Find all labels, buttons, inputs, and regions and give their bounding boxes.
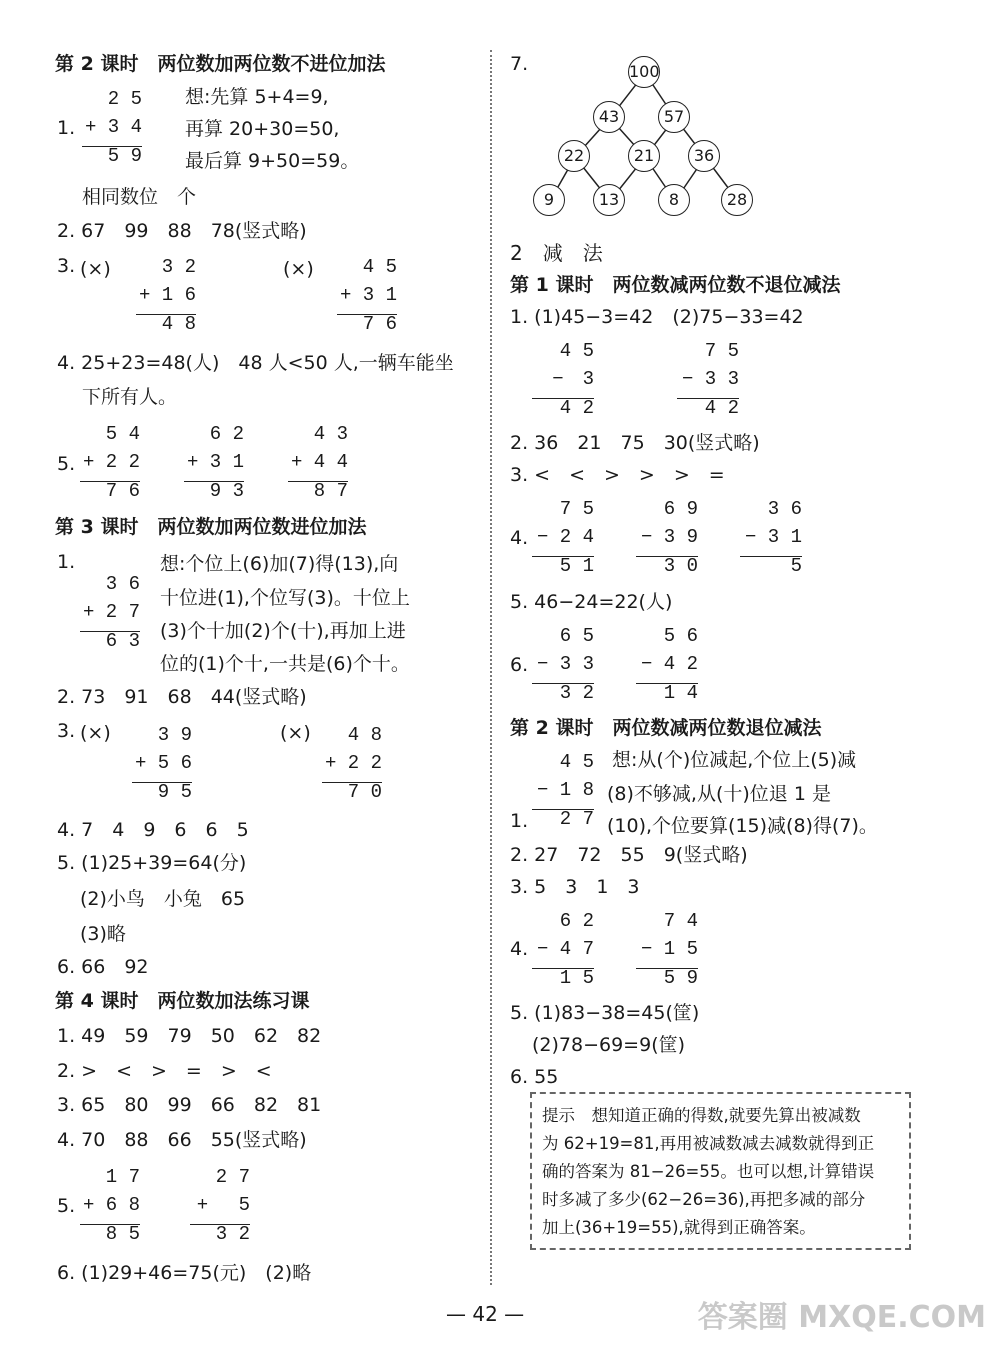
q5-label: 5. (57, 1195, 76, 1217)
think-line: 想:从(个)位减起,个位上(5)减 (612, 749, 857, 771)
answer-line: (3)略 (80, 923, 126, 945)
wrong-mark: (×) (80, 258, 111, 280)
unit-heading: 2 减 法 (510, 241, 603, 265)
answer-line: 1. (1)45−3=42 (2)75−33=42 (510, 306, 804, 328)
vertical-calc: 2 7 + 5 3 2 (190, 1168, 250, 1253)
vertical-calc: 4 5 − 3 4 2 (532, 342, 594, 427)
hint-box (530, 1092, 911, 1250)
hint-line: 时多减了多少(62−26=36),再把多减的部分 (542, 1190, 866, 1209)
q3-label: 3. (57, 720, 76, 742)
hint-line: 为 62+19=81,再用被减数减去减数就得到正 (542, 1134, 875, 1153)
vertical-calc: 7 5 − 3 3 4 2 (677, 342, 739, 427)
answer-line: 5. 46−24=22(人) (510, 591, 673, 613)
pyramid-node: 100 (628, 56, 660, 88)
vertical-calc: 6 9 − 3 9 3 0 (636, 500, 698, 585)
answer-line: 下所有人。 (82, 386, 178, 408)
number-pyramid-lines (0, 0, 1000, 240)
q4-label: 4. (510, 527, 529, 549)
vertical-calc: 4 8 + 2 2 7 0 (322, 726, 382, 811)
think-line: 十位进(1),个位写(3)。十位上 (160, 587, 410, 609)
vertical-calc: 5 6 − 4 2 1 4 (636, 627, 698, 712)
vertical-calc: 3 9 + 5 6 9 5 (132, 726, 192, 811)
pyramid-node: 57 (658, 101, 690, 133)
answer-line: 2. 73 91 68 44(竖式略) (57, 686, 307, 708)
vertical-calc: 6 5 − 3 3 3 2 (532, 627, 594, 712)
vertical-calc: 3 2 + 1 6 4 8 (136, 258, 196, 343)
vertical-calc: 6 2 − 4 7 1 5 (532, 912, 594, 997)
lesson2-heading: 第 2 课时 两位数加两位数不进位加法 (55, 53, 386, 75)
think-line: (10),个位要算(15)减(8)得(7)。 (607, 815, 878, 837)
think-line: (3)个十加(2)个(十),再加上进 (160, 620, 406, 642)
wrong-mark: (×) (280, 722, 311, 744)
answer-line: 4. 25+23=48(人) 48 人<50 人,一辆车能坐 (57, 352, 454, 374)
pyramid-node: 22 (558, 140, 590, 172)
think-line: 想:个位上(6)加(7)得(13),向 (160, 553, 399, 575)
answer-line: 3. 5 3 1 3 (510, 876, 640, 898)
lesson4-heading: 第 4 课时 两位数加法练习课 (55, 990, 310, 1012)
vertical-calc: 5 4 + 2 2 7 6 (80, 425, 140, 510)
answer-line: 2. 67 99 88 78(竖式略) (57, 220, 307, 242)
vertical-calc: 7 5 − 2 4 5 1 (532, 500, 594, 585)
hint-line: 确的答案为 81−26=55。也可以想,计算错误 (542, 1162, 875, 1181)
pyramid-node: 36 (688, 140, 720, 172)
pyramid-node: 43 (593, 101, 625, 133)
answer-line: (2)小鸟 小兔 65 (80, 888, 246, 910)
answer-line: 4. 70 88 66 55(竖式略) (57, 1129, 307, 1151)
vertical-calc: 2 5 + 3 4 5 9 (82, 90, 142, 175)
vertical-calc: 6 2 + 3 1 9 3 (184, 425, 244, 510)
answer-line: 5. (1)83−38=45(筐) (510, 1002, 700, 1024)
answer-line: 1. 49 59 79 50 62 82 (57, 1025, 322, 1047)
q5-label: 5. (57, 453, 76, 475)
answer-line: 6. 66 92 (57, 956, 149, 978)
wrong-mark: (×) (80, 722, 111, 744)
q1-label: 1. (510, 810, 529, 832)
answer-line: 5. (1)25+39=64(分) (57, 852, 247, 874)
pyramid-node: 21 (628, 140, 660, 172)
q4-label: 4. (510, 938, 529, 960)
lesson3-heading: 第 3 课时 两位数加两位数进位加法 (55, 516, 367, 538)
answer-line: 3. < < > > > = (510, 464, 725, 486)
wrong-mark: (×) (283, 258, 314, 280)
vertical-calc: 7 4 − 1 5 5 9 (636, 912, 698, 997)
answer-line: 2. > < > = > < (57, 1060, 272, 1082)
page-number: — 42 — (446, 1302, 525, 1326)
vertical-calc: 4 5 + 3 1 7 6 (337, 258, 397, 343)
q3-label: 3. (57, 255, 76, 277)
vertical-calc: 3 6 − 3 1 5 (740, 500, 802, 585)
think-line: 想:先算 5+4=9, (185, 86, 329, 108)
pyramid-node: 28 (721, 184, 753, 216)
answer-line: 2. 27 72 55 9(竖式略) (510, 844, 748, 866)
answer-line: 6. 55 (510, 1066, 559, 1088)
think-line: 再算 20+30=50, (185, 118, 340, 140)
answer-line: (2)78−69=9(筐) (532, 1034, 686, 1056)
think-line: (8)不够减,从(十)位退 1 是 (607, 783, 831, 805)
pyramid-node: 13 (593, 184, 625, 216)
vertical-calc: 3 6 + 2 7 6 3 (80, 575, 140, 660)
q7-label: 7. (510, 53, 529, 75)
r-lesson2-heading: 第 2 课时 两位数减两位数退位减法 (510, 717, 822, 739)
hint-line: 加上(36+19=55),就得到正确答案。 (542, 1218, 816, 1237)
vertical-calc: 4 3 + 4 4 8 7 (288, 425, 348, 510)
answer-line: 6. (1)29+46=75(元) (2)略 (57, 1262, 312, 1284)
think-line: 最后算 9+50=59。 (185, 150, 360, 172)
r-lesson1-heading: 第 1 课时 两位数减两位数不退位减法 (510, 274, 841, 296)
q1-label: 1. (57, 551, 76, 573)
think-line: 位的(1)个十,一共是(6)个十。 (160, 653, 410, 675)
answer-line: 4. 7 4 9 6 6 5 (57, 819, 249, 841)
pyramid-node: 8 (658, 184, 690, 216)
vertical-calc: 1 7 + 6 8 8 5 (80, 1168, 140, 1253)
answer-line: 2. 36 21 75 30(竖式略) (510, 432, 760, 454)
q6-label: 6. (510, 654, 529, 676)
watermark: 答案圈 MXQE.COM (697, 1300, 986, 1335)
vertical-calc: 4 5 − 1 8 2 7 (532, 753, 594, 838)
answer-line: 相同数位 个 (82, 186, 197, 208)
pyramid-node: 9 (533, 184, 565, 216)
hint-line: 提示 想知道正确的得数,就要先算出被减数 (542, 1106, 861, 1125)
answer-line: 3. 65 80 99 66 82 81 (57, 1094, 322, 1116)
q1-label: 1. (57, 117, 76, 139)
